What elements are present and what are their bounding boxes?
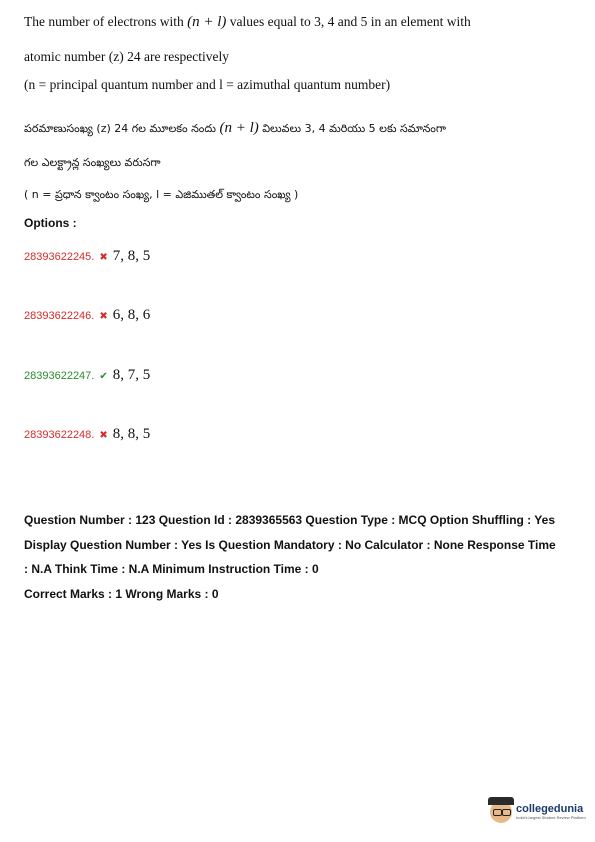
option-value: 8, 8, 5 [112, 426, 151, 442]
meta-line-1: Question Number : 123 Question Id : 2839365563 Question Type : MCQ Option Shuffling : Yes [24, 513, 555, 527]
question-en-line-1 [24, 14, 471, 31]
option-4[interactable] [24, 426, 150, 443]
question-te-line-3: ( n = ప్రధాన క్వాంటం సంఖ్య, l = ఎజిముతల్ క్వాంటం సంఖ్య ) [24, 188, 299, 201]
question-en-line-3: (n = principal quantum number and l = azimuthal quantum number) [24, 77, 391, 92]
question-te-line-1 [24, 120, 446, 138]
meta-line-3: : N.A Think Time : N.A Minimum Instruction Time : 0 [24, 562, 319, 576]
meta-line-2: Display Question Number : Yes Is Question Mandatory : No Calculator : None Response Time [24, 537, 556, 552]
option-id: 28393622248. [24, 429, 95, 441]
option-2[interactable] [24, 307, 150, 324]
option-1[interactable] [24, 248, 150, 265]
question-text: విలువలు 3, 4 మరియు 5 లకు సమానంగా [258, 122, 446, 135]
option-id: 28393622247. [24, 370, 95, 382]
question-text: values equal to 3, 4 and 5 in an element with [226, 14, 471, 29]
question-en-line-2: atomic number (z) 24 are respectively [24, 49, 230, 64]
check-icon: ✔ [99, 371, 108, 382]
option-value: 7, 8, 5 [112, 248, 151, 264]
cross-icon: ✖ [99, 311, 108, 322]
option-value: 6, 8, 6 [112, 307, 151, 323]
collegedunia-logo [490, 801, 586, 823]
options-label: Options : [24, 216, 77, 230]
question-te-line-2: గల ఎలక్ట్రాన్ల సంఖ్యలు వరుసగా [24, 156, 161, 169]
logo-name: collegedunia [516, 803, 584, 815]
math-expression: (n + l) [187, 14, 227, 30]
question-text: పరమాణుసంఖ్య (z) 24 గల మూలకం నందు [24, 122, 220, 135]
mascot-icon [490, 801, 512, 823]
option-id: 28393622245. [24, 251, 95, 263]
question-meta [24, 508, 579, 606]
cross-icon: ✖ [99, 430, 108, 441]
cross-icon: ✖ [99, 252, 108, 263]
option-3[interactable] [24, 367, 150, 384]
option-value: 8, 7, 5 [112, 367, 151, 383]
question-text: The number of electrons with [24, 14, 188, 29]
math-expression: (n + l) [219, 120, 259, 136]
meta-line-4: Correct Marks : 1 Wrong Marks : 0 [24, 586, 219, 601]
option-id: 28393622246. [24, 310, 95, 322]
logo-tagline: India's largest Student Review Platform [516, 815, 586, 820]
